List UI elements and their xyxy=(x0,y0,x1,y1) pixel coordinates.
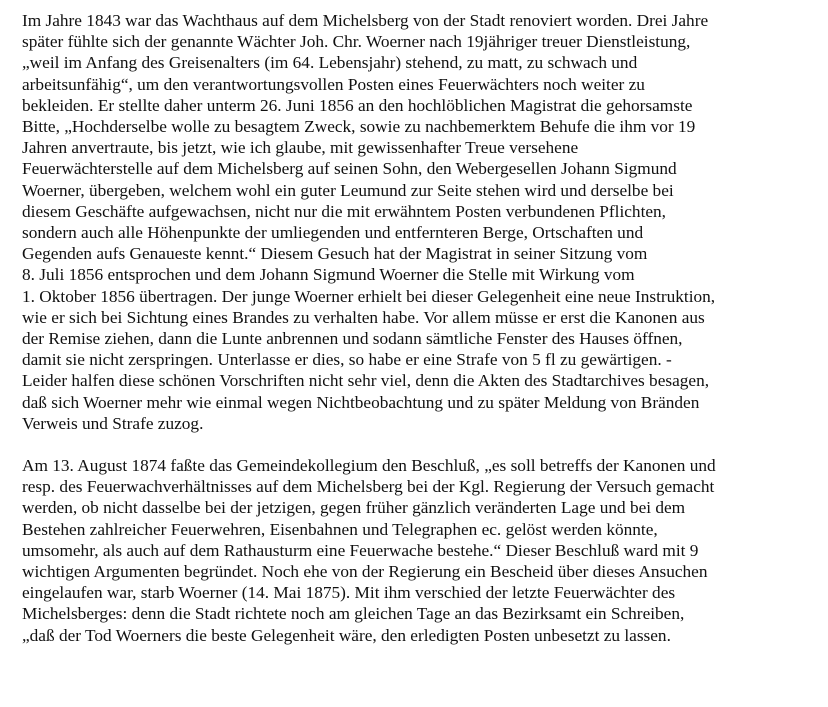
paragraph-spacer xyxy=(22,434,822,455)
text-line: Am 13. August 1874 faßte das Gemeindekollegium den Beschluß, „es soll betreffs der Kanonen und xyxy=(22,456,716,476)
text-line: resp. des Feuerwachverhältnisses auf dem Michelsberg bei der Kgl. Regierung der Versuch gemacht xyxy=(22,477,715,497)
text-line: der Remise ziehen, dann die Lunte anbrennen und sodann sämtliche Fenster des Hauses öffnen, xyxy=(22,329,683,349)
text-line: Gegenden aufs Genaueste kennt.“ Diesem Gesuch hat der Magistrat in seiner Sitzung vom xyxy=(22,244,648,264)
text-line: eingelaufen war, starb Woerner (14. Mai 1875). Mit ihm verschied der letzte Feuerwächter des xyxy=(22,583,676,603)
text-line: Jahren anvertraute, bis jetzt, wie ich glaube, mit gewissenhafter Treue versehene xyxy=(22,138,579,158)
paragraph-2 xyxy=(22,455,822,646)
text-line: später fühlte sich der genannte Wächter Joh. Chr. Woerner nach 19jähriger treuer Dienstleistung, xyxy=(22,32,691,52)
text-line: Im Jahre 1843 war das Wachthaus auf dem Michelsberg von der Stadt renoviert worden. Drei Jahre xyxy=(22,11,709,30)
text-line: bekleiden. Er stellte daher unterm 26. Juni 1856 an den hochlöblichen Magistrat die gehorsamste xyxy=(22,95,693,115)
text-line: umsomehr, als auch auf dem Rathausturm eine Feuerwache bestehe.“ Dieser Beschluß ward mit 9 xyxy=(22,540,699,560)
paragraph-1 xyxy=(22,10,822,434)
text-line: Michelsberges: denn die Stadt richtete noch am gleichen Tage an das Bezirksamt ein Schreiben, xyxy=(22,604,685,624)
text-line: „weil im Anfang des Greisenalters (im 64. Lebensjahr) stehend, zu matt, zu schwach und xyxy=(22,53,638,73)
text-line: wichtigen Argumenten begründet. Noch ehe von der Regierung ein Bescheid über dieses Ansuchen xyxy=(22,562,708,582)
text-line: „daß der Tod Woerners die beste Gelegenheit wäre, den erledigten Posten unbesetzt zu lassen. xyxy=(22,625,671,645)
document-page xyxy=(22,10,822,646)
text-line: Bestehen zahlreicher Feuerwehren, Eisenbahnen und Telegraphen ec. gelöst werden könnte, xyxy=(22,519,658,539)
text-line: diesem Geschäfte aufgewachsen, nicht nur die mit erwähntem Posten verbundenen Pflichten, xyxy=(22,201,666,221)
text-line: 8. Juli 1856 entsprochen und dem Johann Sigmund Woerner die Stelle mit Wirkung vom xyxy=(22,265,635,285)
text-line: werden, ob nicht dasselbe bei der jetzigen, gegen früher gänzlich veränderten Lage und bei dem xyxy=(22,498,686,518)
text-line: sondern auch alle Höhenpunkte der umliegenden und entfernteren Berge, Ortschaften und xyxy=(22,223,644,243)
text-line: 1. Oktober 1856 übertragen. Der junge Woerner erhielt bei dieser Gelegenheit eine neue Instruktion, xyxy=(22,286,716,306)
text-line: Feuerwächterstelle auf dem Michelsberg auf seinen Sohn, den Webergesellen Johann Sigmund xyxy=(22,159,677,179)
text-line: Bitte, „Hochderselbe wolle zu besagtem Zweck, sowie zu nachbemerktem Behufe die ihm vor 19 xyxy=(22,117,696,137)
text-line: daß sich Woerner mehr wie einmal wegen Nichtbeobachtung und zu später Meldung von Bränden xyxy=(22,392,700,412)
text-line: damit sie nicht zerspringen. Unterlasse er dies, so habe er eine Strafe von 5 fl zu gewärtigen. - xyxy=(22,350,672,370)
text-line: Woerner, übergeben, welchem wohl ein guter Leumund zur Seite stehen wird und derselbe bei xyxy=(22,180,674,200)
text-line: wie er sich bei Sichtung eines Brandes zu verhalten habe. Vor allem müsse er erst die Kanonen aus xyxy=(22,307,705,327)
text-line: Verweis und Strafe zuzog. xyxy=(22,413,204,433)
text-line: Leider halfen diese schönen Vorschriften nicht sehr viel, denn die Akten des Stadtarchives besagen, xyxy=(22,371,710,391)
text-line: arbeitsunfähig“, um den verantwortungsvollen Posten eines Feuerwächters noch weiter zu xyxy=(22,74,645,94)
